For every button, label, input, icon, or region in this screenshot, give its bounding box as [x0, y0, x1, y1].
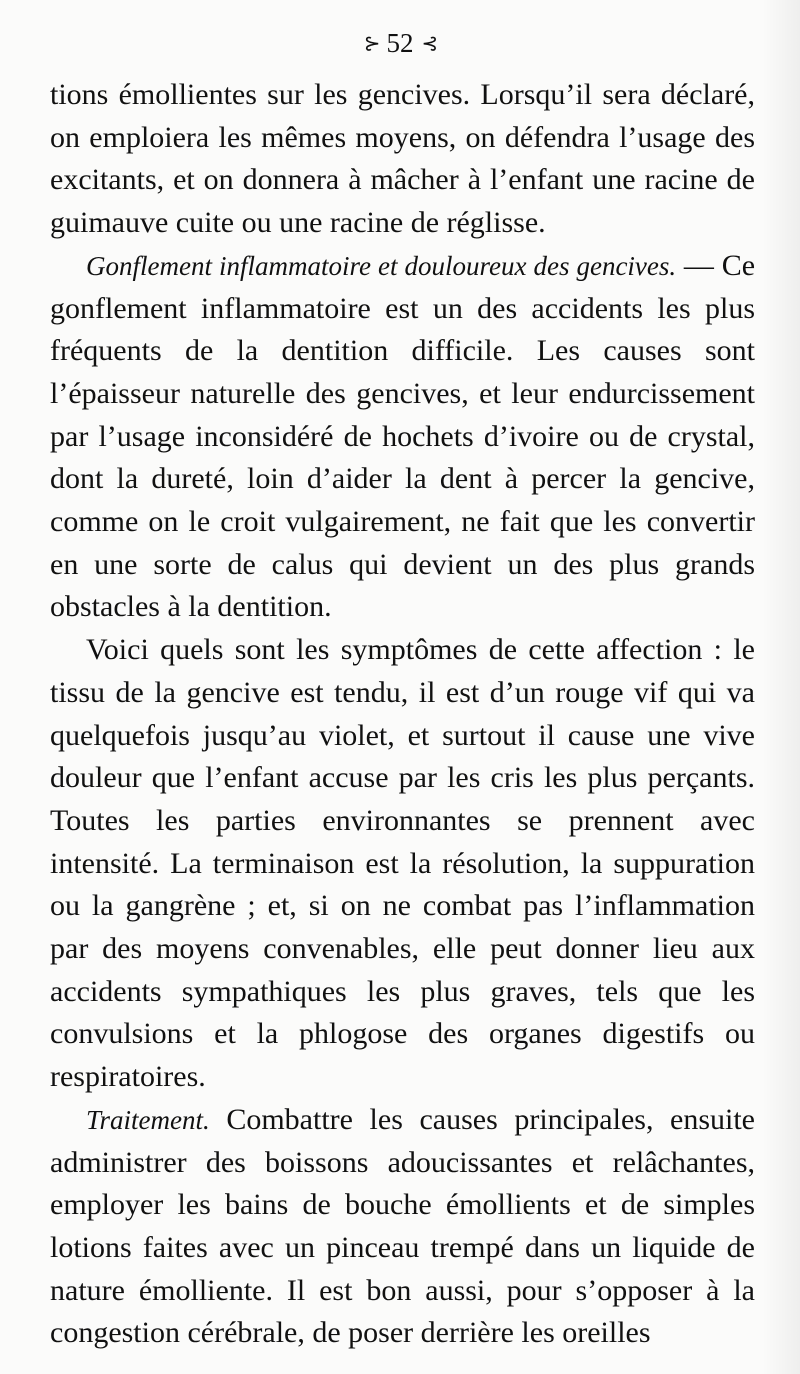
section-heading-traitement: Traitement. — [86, 1104, 210, 1135]
paragraph-4 — [50, 1099, 755, 1355]
right-ornament-icon: ⊰ — [421, 32, 437, 55]
section-heading-gonflement: Gonflement inflammatoire et douloureux des gencives. — [86, 250, 677, 281]
paragraph-4-body: Combattre les causes principales, ensuite administrer des boissons adoucissantes et relâchantes, employer les bains de bouche émollients et de simples lotions faites avec un pinceau trempé dans un liquide de nature émolliente. Il est bon aussi, pour s’opposer à la congestion cérébrale, de poser derrière les oreilles — [50, 1102, 755, 1350]
left-ornament-icon: ⊱ — [363, 32, 379, 55]
paragraph-1: tions émollientes sur les gencives. Lorsqu’il sera déclaré, on emploiera les mêmes moyens, on défendra l’usage des excitants, et on donnera à mâcher à l’enfant une racine de guimauve cuite ou une racine de réglisse. — [50, 78, 755, 240]
paragraph-2 — [50, 245, 755, 629]
body-text — [50, 74, 755, 1355]
heading-dash: — — [676, 248, 722, 282]
paragraph-3: Voici quels sont les symptômes de cette affection : le tissu de la gencive est tendu, il est d’un rouge vif qui va quelquefois jusqu’au violet, et surtout il cause une vive douleur que l’enfant accuse par les cris les plus perçants. Toutes les parties environnantes se prennent avec intensité. La terminaison est la résolution, la suppuration ou la gangrène ; et, si on ne combat pas l’inflammation par des moyens convenables, elle peut donner lieu aux accidents sympathiques les plus graves, tels que les convulsions et la phlogose des organes digestifs ou respiratoires. — [50, 633, 755, 1094]
page-header — [0, 26, 800, 63]
page-number: 52 — [386, 28, 414, 58]
paragraph-2-body: Ce gonflement inflammatoire est un des accidents les plus fréquents de la dentition difficile. Les causes sont l’épaisseur naturelle des gencives, et leur endurcissement par l’usage inconsidéré de hochets d’ivoire ou de crystal, dont la dureté, loin d’aider la dent à percer la gencive, comme on le croit vulgairement, ne fait que les convertir en une sorte de calus qui devient un des plus grands obstacles à la dentition. — [50, 248, 756, 624]
